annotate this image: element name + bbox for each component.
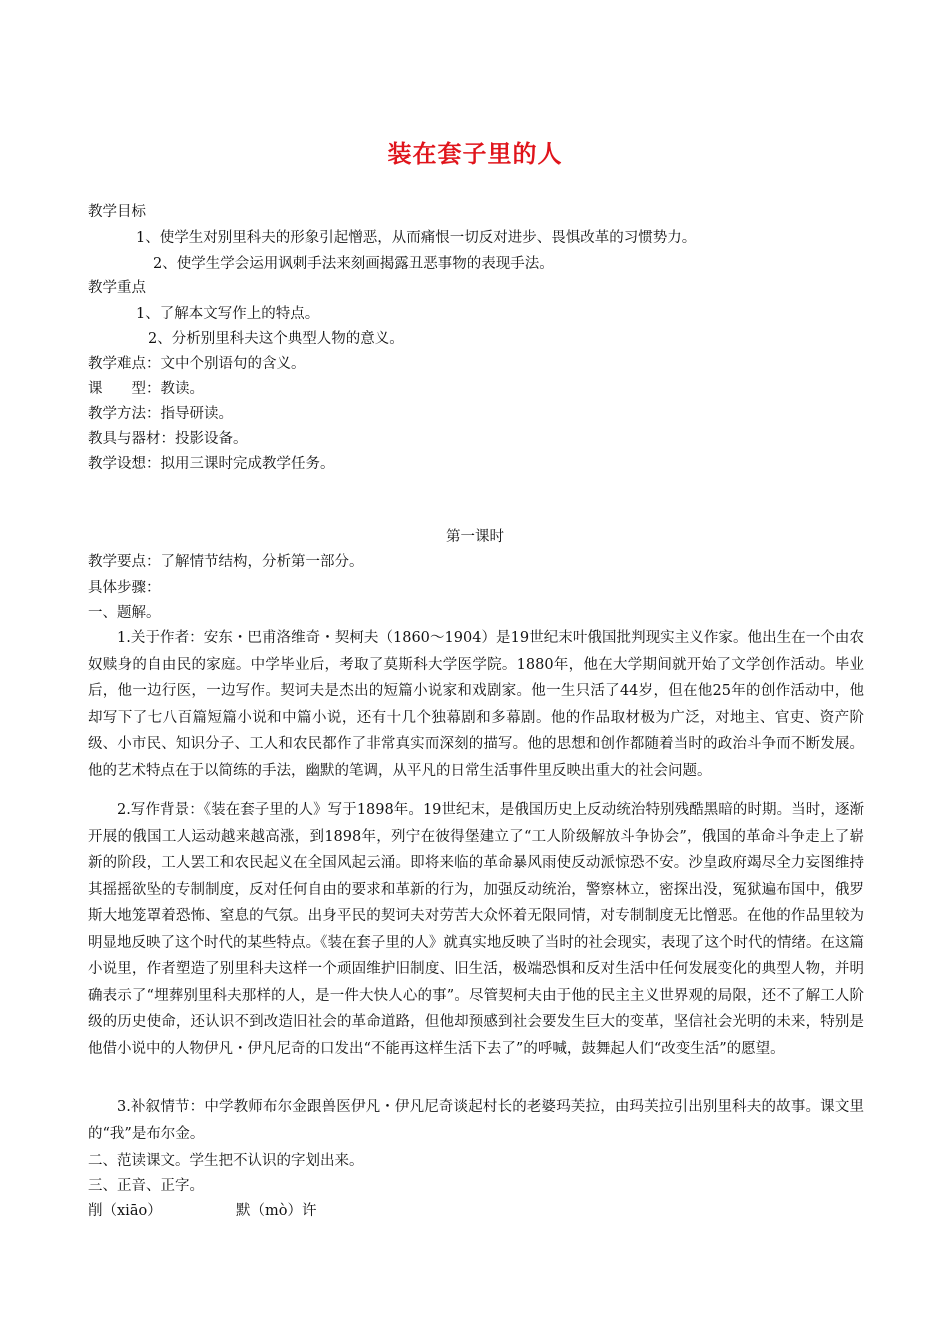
lesson-type: 课 型：教读。 xyxy=(88,381,204,397)
key-point-item-1: 1、了解本文写作上的特点。 xyxy=(136,306,320,322)
objective-item-1: 1、使学生对别里科夫的形象引起憎恶，从而痛恨一切反对进步、畏惧改革的习惯势力。 xyxy=(136,230,697,246)
objectives-heading: 教学目标 xyxy=(88,204,146,220)
teaching-plan: 教学设想：拟用三课时完成教学任务。 xyxy=(88,456,335,472)
teaching-difficulty: 教学难点：文中个别语句的含义。 xyxy=(88,356,306,372)
steps-heading: 具体步骤： xyxy=(88,580,161,596)
document-title: 装在套子里的人 xyxy=(387,140,563,168)
teaching-method: 教学方法：指导研读。 xyxy=(88,406,233,422)
pronunciation-item-1: 削（xiāo） xyxy=(88,1203,162,1219)
section-1-heading: 一、题解。 xyxy=(88,605,161,621)
key-points-heading: 教学重点 xyxy=(88,280,146,296)
lesson-1-focus: 教学要点：了解情节结构，分析第一部分。 xyxy=(88,554,364,570)
plot-paragraph: 3.补叙情节：中学教师布尔金跟兽医伊凡・伊凡尼奇谈起村长的老婆玛芙拉，由玛芙拉引出别里科夫的故事。课文里的“我”是布尔金。 xyxy=(88,1099,864,1142)
key-point-item-2: 2、分析别里科夫这个典型人物的意义。 xyxy=(148,331,404,347)
section-3-heading: 三、正音、正字。 xyxy=(88,1178,204,1194)
pronunciation-item-2: 默（mò）许 xyxy=(236,1203,317,1219)
lesson-1-heading: 第一课时 xyxy=(446,529,504,545)
author-paragraph: 1.关于作者：安东・巴甫洛维奇・契柯夫（1860～1904）是19世纪末叶俄国批判现实主义作家。他出生在一个由农奴赎身的自由民的家庭。中学毕业后，考取了莫斯科大学医学院。1880年，他在大学期间就开始了文学创作活动。毕业后，他一边行医，一边写作。契诃夫是杰出的短篇小说家和戏剧家。他一生只活了44岁，但在他25年的创作活动中，他却写下了七八百篇短篇小说和中篇小说，还有十几个独幕剧和多幕剧。他的作品取材极为广泛，对地主、官吏、资产阶级、小市民、知识分子、工人和农民都作了非常真实而深刻的描写。他的思想和创作都随着当时的政治斗争而不断发展。他的艺术特点在于以简练的手法，幽默的笔调，从平凡的日常生活事件里反映出重大的社会问题。 xyxy=(88,630,864,779)
objective-item-2: 2、使学生学会运用讽刺手法来刻画揭露丑恶事物的表现手法。 xyxy=(153,256,554,272)
teaching-tools: 教具与器材：投影设备。 xyxy=(88,431,248,447)
background-paragraph: 2.写作背景：《装在套子里的人》写于1898年。19世纪末，是俄国历史上反动统治特别残酷黑暗的时期。当时，逐渐开展的俄国工人运动越来越高涨，到1898年，列宁在彼得堡建立了“工人阶级解放斗争协会”，俄国的革命斗争走上了崭新的阶段，工人罢工和农民起义在全国风起云涌。即将来临的革命暴风雨使反动派惊恐不安。沙皇政府竭尽全力妄图维持其摇摇欲坠的专制制度，反对任何自由的要求和革新的行为，加强反动统治，警察林立，密探出没，冤狱遍布国中，俄罗斯大地笼罩着恐怖、窒息的气氛。出身平民的契诃夫对劳苦大众怀着无限同情，对专制制度无比憎恶。在他的作品里较为明显地反映了这个时代的某些特点。《装在套子里的人》就真实地反映了当时的社会现实，表现了这个时代的情绪。在这篇小说里，作者塑造了别里科夫这样一个顽固维护旧制度、旧生活，极端恐惧和反对生活中任何发展变化的典型人物，并明确表示了“埋葬别里科夫那样的人，是一件大快人心的事”。尽管契柯夫由于他的民主主义世界观的局限，还不了解工人阶级的历史使命，还认识不到改造旧社会的革命道路，但他却预感到社会要发生巨大的变革，坚信社会光明的未来，特别是他借小说中的人物伊凡・伊凡尼奇的口发出“不能再这样生活下去了”的呼喊，鼓舞起人们“改变生活”的愿望。 xyxy=(88,802,864,1057)
section-2-heading: 二、范读课文。学生把不认识的字划出来。 xyxy=(88,1153,364,1169)
